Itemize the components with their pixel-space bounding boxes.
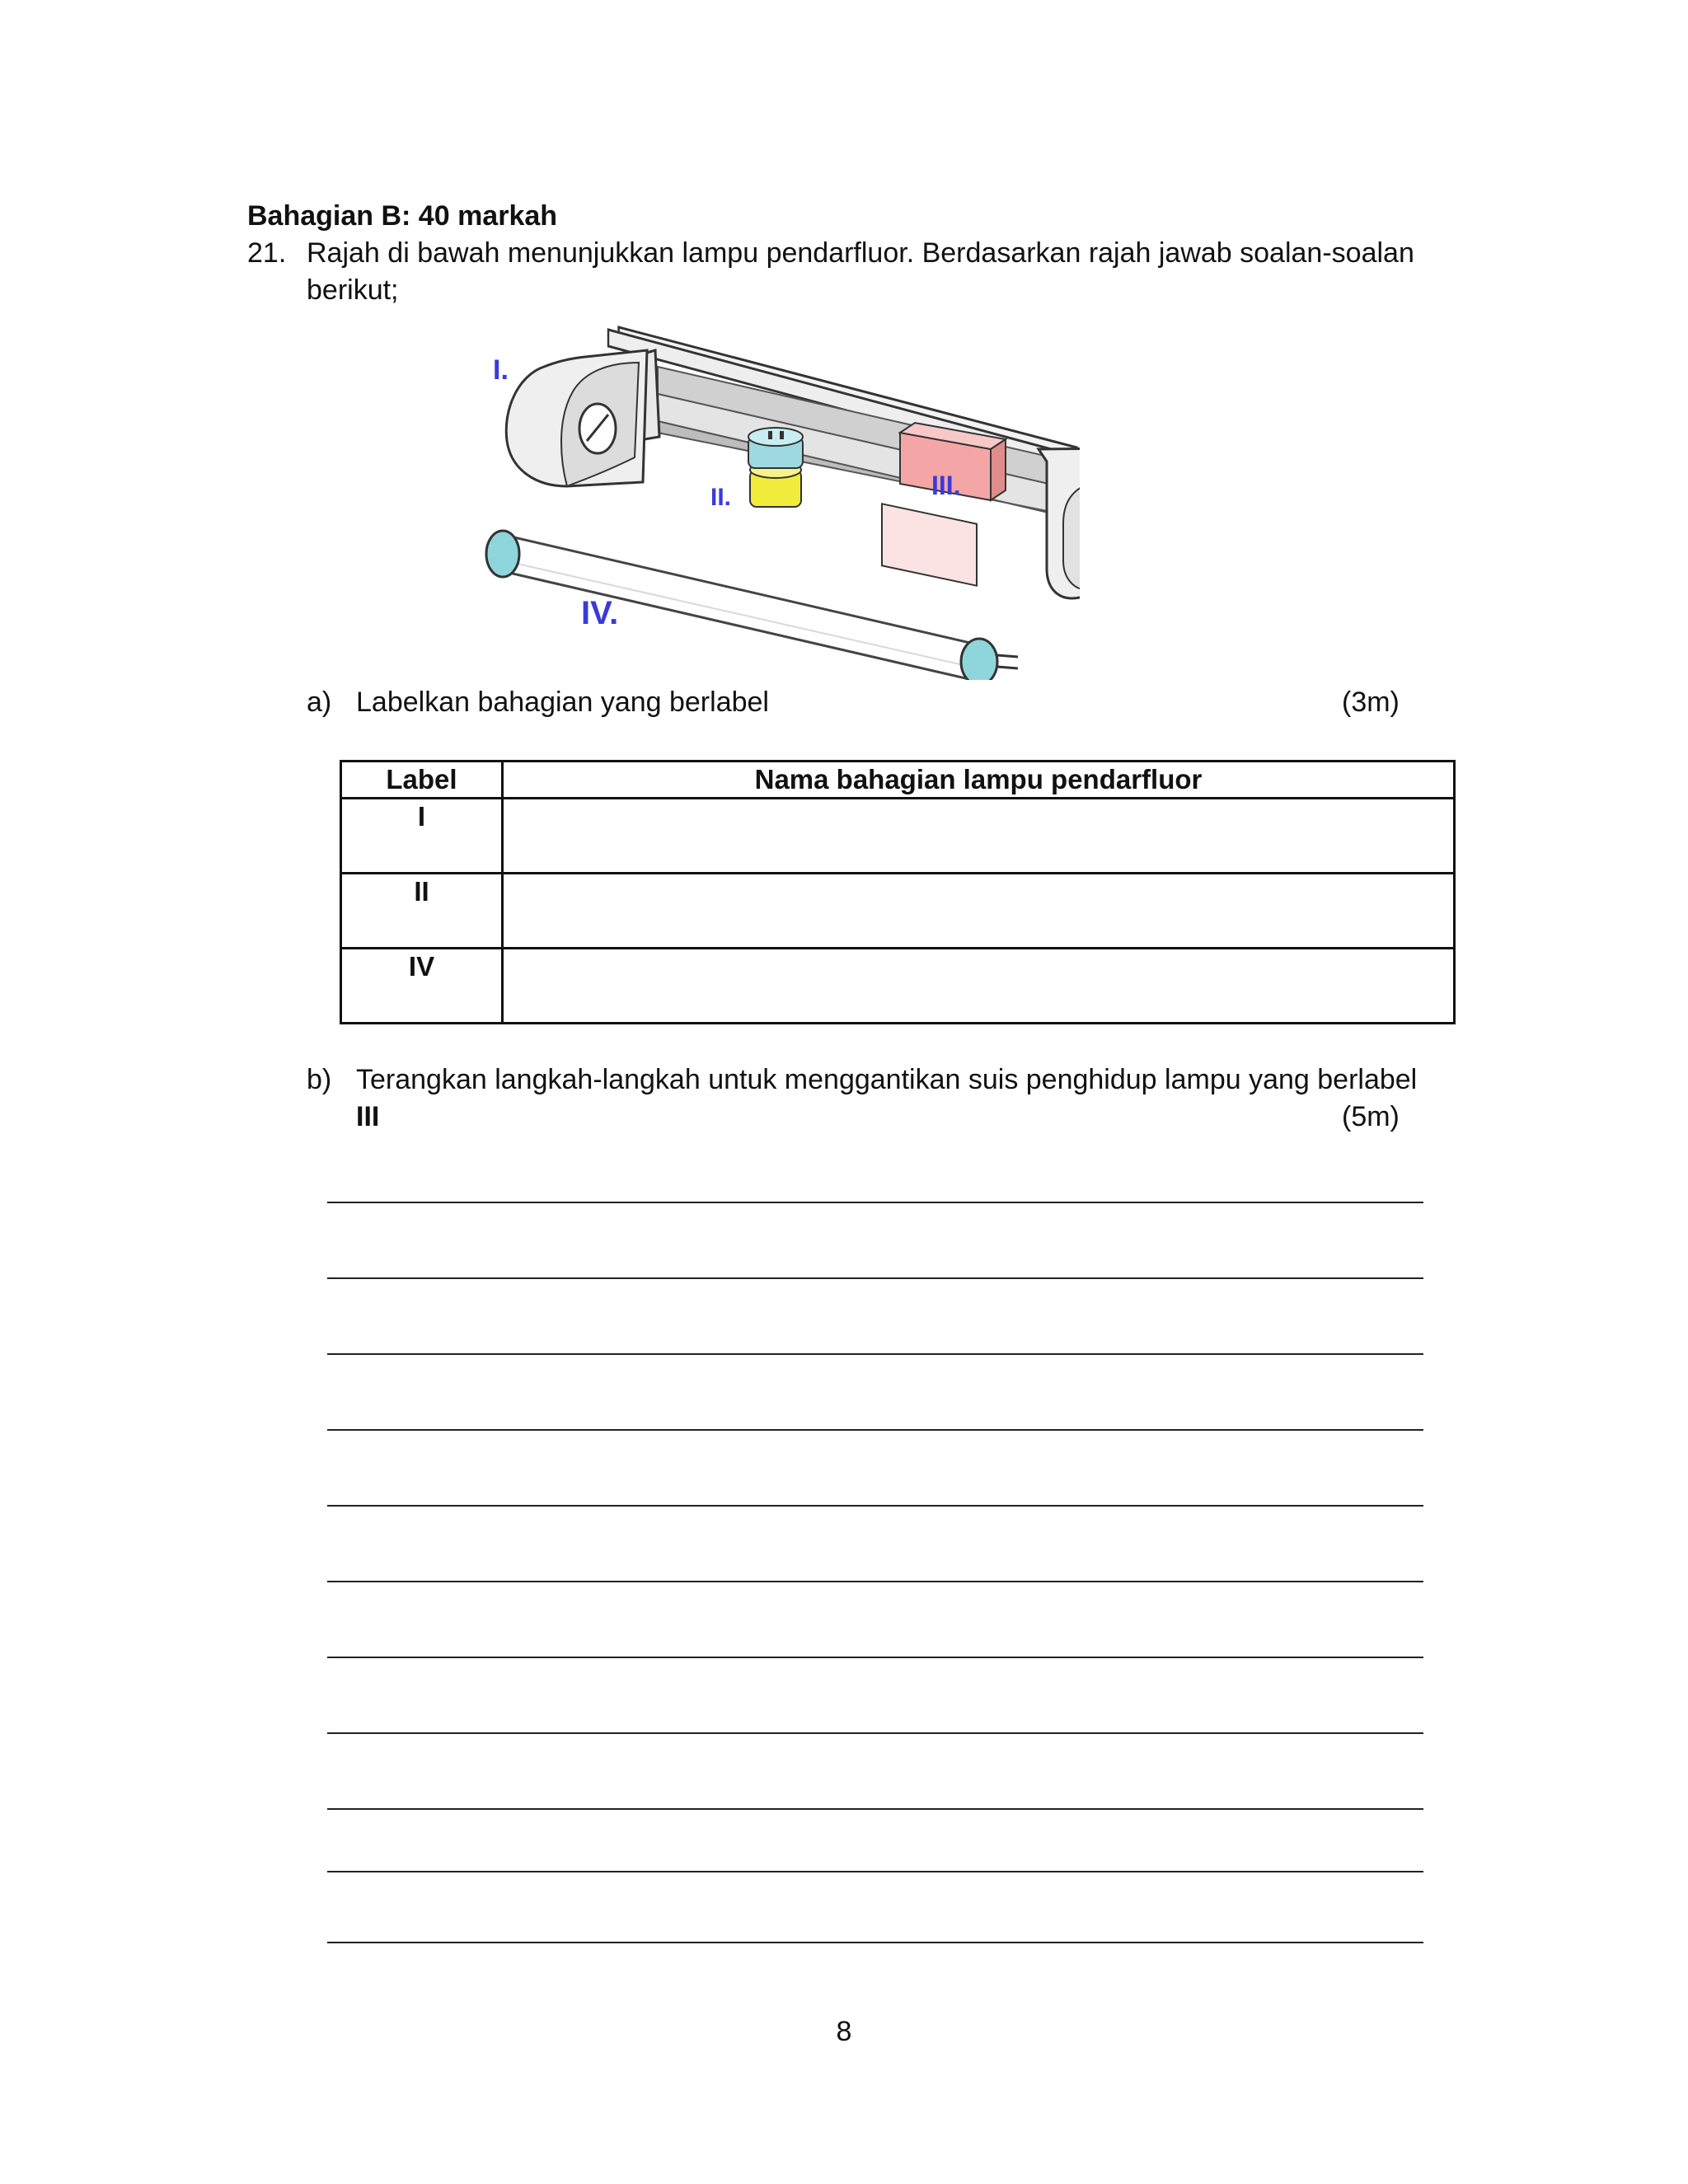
answer-line[interactable] [327,1505,1423,1507]
row-label: I [341,799,503,874]
label-ii: II. [710,484,732,511]
part-a-letter: a) [307,687,332,718]
answer-cell[interactable] [503,799,1455,874]
answer-line[interactable] [327,1429,1423,1431]
header-label: Label [341,762,503,799]
question-text-line2: berikut; [307,274,399,306]
section-title: Bahagian B: 40 markah [247,200,558,232]
header-part-name: Nama bahagian lampu pendarfluor [503,762,1455,799]
answer-line[interactable] [327,1732,1423,1734]
ballast [882,423,1006,586]
end-holder-left [506,350,647,486]
answer-line[interactable] [327,1277,1423,1279]
question-text-line1: Rajah di bawah menunjukkan lampu pendarfluor. Berdasarkan rajah jawab soalan-soalan [307,237,1414,269]
answer-line[interactable] [327,1353,1423,1355]
label-iv: IV. [581,595,619,631]
label-i: I. [493,354,509,386]
part-b-text: Terangkan langkah-langkah untuk menggantikan suis penghidup lampu yang berlabel [356,1064,1418,1095]
row-label: IV [341,949,503,1024]
answer-cell[interactable] [503,949,1455,1024]
row-label: II [341,874,503,949]
answer-line[interactable] [327,1942,1423,1943]
starter [748,428,803,507]
question-number: 21. [247,237,287,269]
answer-cell[interactable] [503,874,1455,949]
part-b-marks: (5m) [1342,1101,1400,1132]
label-iii: III. [931,471,961,500]
part-a-text: Labelkan bahagian yang berlabel [356,687,769,718]
table-row [341,949,1455,1024]
answer-line[interactable] [327,1871,1423,1872]
label-table [340,760,1456,1024]
part-b-label-ref: III [356,1101,380,1132]
part-b-letter: b) [307,1064,332,1095]
table-header-row [341,762,1455,799]
answer-line[interactable] [327,1657,1423,1658]
answer-line[interactable] [327,1202,1423,1203]
answer-line[interactable] [327,1808,1423,1810]
page-number: 8 [836,2016,852,2047]
answer-line[interactable] [327,1581,1423,1582]
lamp-housing [608,330,1080,519]
table-row [341,799,1455,874]
fluorescent-lamp-diagram [470,317,1080,680]
table-row [341,874,1455,949]
part-a-marks: (3m) [1342,687,1400,718]
